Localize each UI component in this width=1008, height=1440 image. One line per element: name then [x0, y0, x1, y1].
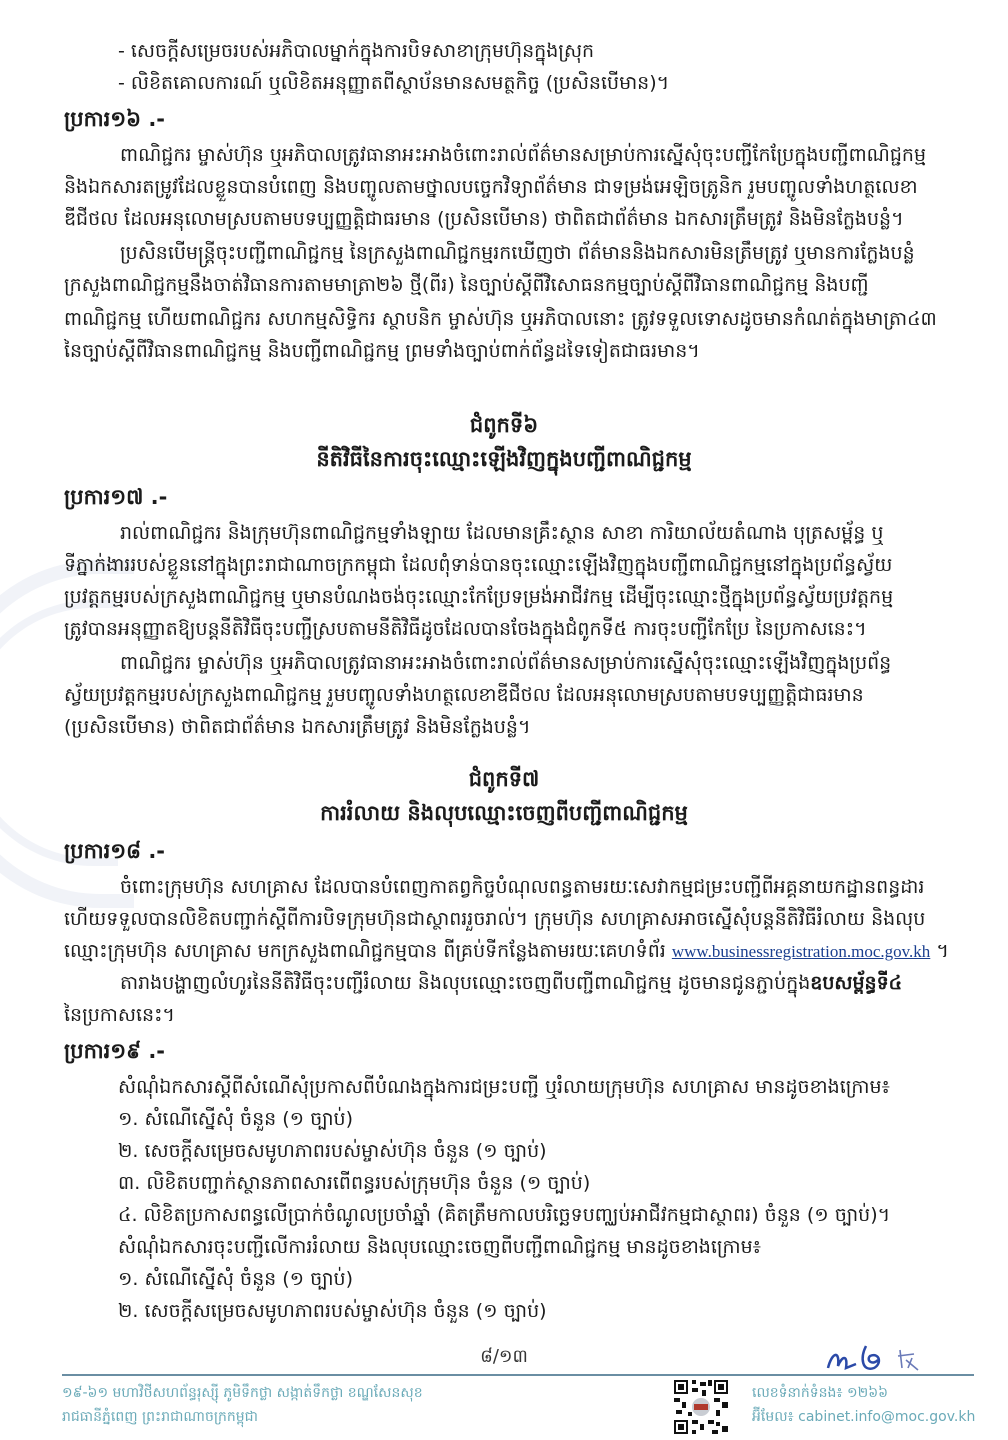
- business-registration-link[interactable]: www.businessregistration.moc.gov.kh: [671, 942, 931, 961]
- paragraph-text: ឈ្មោះក្រុមហ៊ុន សហគ្រាស មកក្រសួងពាណិជ្ជកម្មបាន ពីគ្រប់ទីកន្លែងតាមរយៈគេហទំព័រ: [64, 940, 666, 962]
- signature-initials-icon: [822, 1338, 932, 1378]
- chapter-7-number: ជំពូកទី៧: [468, 767, 540, 791]
- paragraph-line: ហើយទទួលបានលិខិតបញ្ជាក់ស្ដីពីការបិទក្រុមហ៊ុនជាស្ថាពររួចរាល់។ ក្រុមហ៊ុន សហគ្រាសអាចស្នើសុំបន្តនីតិវិធីរំលាយ និងលុប: [64, 908, 926, 930]
- chapter-6-title: នីតិវិធីនៃការចុះឈ្មោះឡើងវិញក្នុងបញ្ជីពាណិជ្ជកម្ម: [316, 447, 692, 471]
- paragraph-line: នៃប្រកាសនេះ។: [64, 1004, 175, 1026]
- paragraph-line: សំណុំឯកសារចុះបញ្ជីលើការរំលាយ និងលុបឈ្មោះចេញពីបញ្ជីពាណិជ្ជកម្ម មានដូចខាងក្រោម៖: [118, 1236, 762, 1258]
- article-16-heading: ប្រការ១៦ .-: [64, 107, 166, 131]
- footer-address-line1: ១៩-៦១ មហាវិថីសហព័ន្ធរុស្ស៊ី ភូមិទឹកថ្លា សង្កាត់ទឹកថ្លា ខណ្ឌសែនសុខ: [62, 1385, 423, 1401]
- paragraph-line: (ប្រសិនបើមាន) ថាពិតជាព័ត៌មាន ឯកសារត្រឹមត្រូវ និងមិនក្លែងបន្លំ។: [64, 716, 531, 738]
- footer-address-line2: រាជធានីភ្នំពេញ ព្រះរាជាណាចក្រកម្ពុជា: [62, 1409, 258, 1425]
- paragraph-line: នៃច្បាប់ស្ដីពីវិធានពាណិជ្ជកម្ម និងបញ្ជីពាណិជ្ជកម្ម ព្រមទាំងច្បាប់ពាក់ព័ន្ធដទៃទៀតជាធរមាន។: [64, 340, 700, 362]
- article-19-heading: ប្រការ១៩ .-: [64, 1039, 166, 1063]
- paragraph-line: ឌីជីថល ដែលអនុលោមស្របតាមបទប្បញ្ញត្តិជាធរមាន (ប្រសិនបើមាន) ថាពិតជាព័ត៌មាន ឯកសារត្រឹមត្រូវ និងមិនក្លែងបន្លំ។: [64, 208, 904, 230]
- paragraph-line: ត្រូវបានអនុញ្ញាតឱ្យបន្តនីតិវិធីចុះបញ្ជីស្របតាមនីតិវិធីដូចដែលបានចែងក្នុងជំពូកទី៥ ការចុះបញ្ជីកែប្រែ នៃប្រកាសនេះ។: [64, 618, 867, 640]
- list-item: ១. សំណើស្នើសុំ ចំនួន (១ ច្បាប់): [118, 1268, 354, 1290]
- footer-phone: លេខទំនាក់ទំនង៖ ១២៦៦: [752, 1385, 889, 1401]
- footer-divider: [62, 1374, 974, 1376]
- paragraph-line: ពាណិជ្ជករ ម្ចាស់ហ៊ុន ឬអភិបាលត្រូវធានាអះអាងចំពោះរាល់ព័ត៌មានសម្រាប់ការស្នើសុំចុះបញ្ជីកែប្រែក្នុងបញ្ជីពាណិជ្ជកម្ម: [120, 144, 927, 166]
- footer-email: អ៊ីមែល៖ cabinet.info@moc.gov.kh: [752, 1409, 976, 1425]
- list-item: ១. សំណើស្នើសុំ ចំនួន (១ ច្បាប់): [118, 1108, 354, 1130]
- chapter-7-title: ការរំលាយ និងលុបឈ្មោះចេញពីបញ្ជីពាណិជ្ជកម្ម: [320, 801, 688, 825]
- list-item: ៣. លិខិតបញ្ជាក់ស្ថានភាពសារពើពន្ធរបស់ក្រុមហ៊ុន ចំនួន (១ ច្បាប់): [118, 1172, 591, 1194]
- paragraph-line: ទីភ្នាក់ងាររបស់ខ្លួននៅក្នុងព្រះរាជាណាចក្រកម្ពុជា ដែលពុំទាន់បានចុះឈ្មោះឡើងវិញក្នុងបញ្ជីពាណិជ្ជកម្មនៅក្នុងប្រព័ន្ធស្វ័យ: [64, 554, 893, 576]
- bullet-item: - សេចក្ដីសម្រេចរបស់អភិបាលម្នាក់ក្នុងការបិទសាខាក្រុមហ៊ុនក្នុងស្រុក: [118, 40, 595, 62]
- paragraph-text: តារាងបង្ហាញលំហូរនៃនីតិវិធីចុះបញ្ជីរំលាយ និងលុបឈ្មោះចេញពីបញ្ជីពាណិជ្ជកម្ម ដូចមានជូនភ្ជាប់ក្នុង: [120, 972, 811, 994]
- paragraph-end: ។: [930, 940, 949, 962]
- paragraph-line: និងឯកសារតម្រូវដែលខ្លួនបានបំពេញ និងបញ្ចូលតាមថ្នាលបច្ចេកវិទ្យាព័ត៌មាន ជាទម្រង់អេឡិចត្រូនិក រួមបញ្ចូលទាំងហត្ថលេខា: [64, 176, 918, 198]
- paragraph-line: ក្រសួងពាណិជ្ជកម្មនឹងចាត់វិធានការតាមមាត្រា២៦ ថ្មី(ពីរ) នៃច្បាប់ស្ដីពីវិសោធនកម្មច្បាប់ស្ដីពីវិធានពាណិជ្ជកម្ម និងបញ្ជី: [64, 274, 869, 296]
- article-17-heading: ប្រការ១៧ .-: [64, 485, 168, 509]
- paragraph-line: [64, 936, 949, 967]
- paragraph-line: ស្វ័យប្រវត្តកម្មរបស់ក្រសួងពាណិជ្ជកម្ម រួមបញ្ចូលទាំងហត្ថលេខាឌីជីថល ដែលអនុលោមស្របតាមបទប្បញ្ញត្តិជាធរមាន: [64, 684, 864, 706]
- qr-code-icon[interactable]: [672, 1378, 730, 1436]
- bullet-item: - លិខិតគោលការណ៍ ឬលិខិតអនុញ្ញាតពីស្ថាប័នមានសមត្ថកិច្ច (ប្រសិនបើមាន)។: [118, 72, 670, 94]
- paragraph-line: ពាណិជ្ជករ ម្ចាស់ហ៊ុន ឬអភិបាលត្រូវធានាអះអាងចំពោះរាល់ព័ត៌មានសម្រាប់ការស្នើសុំចុះឈ្មោះឡើងវិញក្នុងប្រព័ន្ធ: [120, 652, 892, 674]
- page-number: ៨/១៣: [480, 1346, 528, 1367]
- paragraph-line: ពាណិជ្ជកម្ម ហើយពាណិជ្ជករ សហកម្មសិទ្ធិករ ស្ថាបនិក ម្ចាស់ហ៊ុន ឬអភិបាលនោះ ត្រូវទទួលទោសដូចមានកំណត់ក្នុងមាត្រា៤៣: [64, 308, 937, 330]
- paragraph-line: ចំពោះក្រុមហ៊ុន សហគ្រាស ដែលបានបំពេញកាតព្វកិច្ចបំណុលពន្ធតាមរយៈសេវាកម្មជម្រះបញ្ជីពីអគ្គនាយកដ្ឋានពន្ធដារ: [120, 876, 925, 898]
- paragraph-line: ប្រសិនបើមន្ត្រីចុះបញ្ជីពាណិជ្ជកម្ម នៃក្រសួងពាណិជ្ជកម្មរកឃើញថា ព័ត៌មាននិងឯកសារមិនត្រឹមត្រូវ ឬមានការក្លែងបន្លំ: [120, 242, 915, 264]
- chapter-6-number: ជំពូកទី៦: [469, 413, 539, 437]
- annex-reference: ឧបសម្ព័ន្ធទី៤: [810, 972, 903, 994]
- paragraph-line: [120, 968, 902, 998]
- list-item: ២. សេចក្ដីសម្រេចសមូហភាពរបស់ម្ចាស់ហ៊ុន ចំនួន (១ ច្បាប់): [118, 1140, 547, 1162]
- article-18-heading: ប្រការ១៨ .-: [64, 839, 166, 863]
- paragraph-line: សំណុំឯកសារស្ដីពីសំណើសុំប្រកាសពីបំណងក្នុងការជម្រះបញ្ជី ឬរំលាយក្រុមហ៊ុន សហគ្រាស មានដូចខាងក្រោម៖: [118, 1076, 890, 1098]
- list-item: ៤. លិខិតប្រកាសពន្ធលើប្រាក់ចំណូលប្រចាំឆ្នាំ (គិតត្រឹមកាលបរិច្ឆេទបញ្ឈប់អាជីវកម្មជាស្ថាពរ) ចំនួន (១ ច្បាប់)។: [118, 1204, 891, 1226]
- paragraph-line: ប្រវត្តកម្មរបស់ក្រសួងពាណិជ្ជកម្ម ឬមានបំណងចង់ចុះឈ្មោះកែប្រែទម្រង់អាជីវកម្ម ដើម្បីចុះឈ្មោះថ្មីក្នុងប្រព័ន្ធស្វ័យប្រវត្តកម្ម: [64, 586, 894, 608]
- list-item: ២. សេចក្ដីសម្រេចសមូហភាពរបស់ម្ចាស់ហ៊ុន ចំនួន (១ ច្បាប់): [118, 1300, 547, 1322]
- paragraph-line: រាល់ពាណិជ្ជករ និងក្រុមហ៊ុនពាណិជ្ជកម្មទាំងឡាយ ដែលមានគ្រឹះស្ថាន សាខា ការិយាល័យតំណាង បុត្រសម្ព័ន្ធ ឬ: [120, 522, 884, 544]
